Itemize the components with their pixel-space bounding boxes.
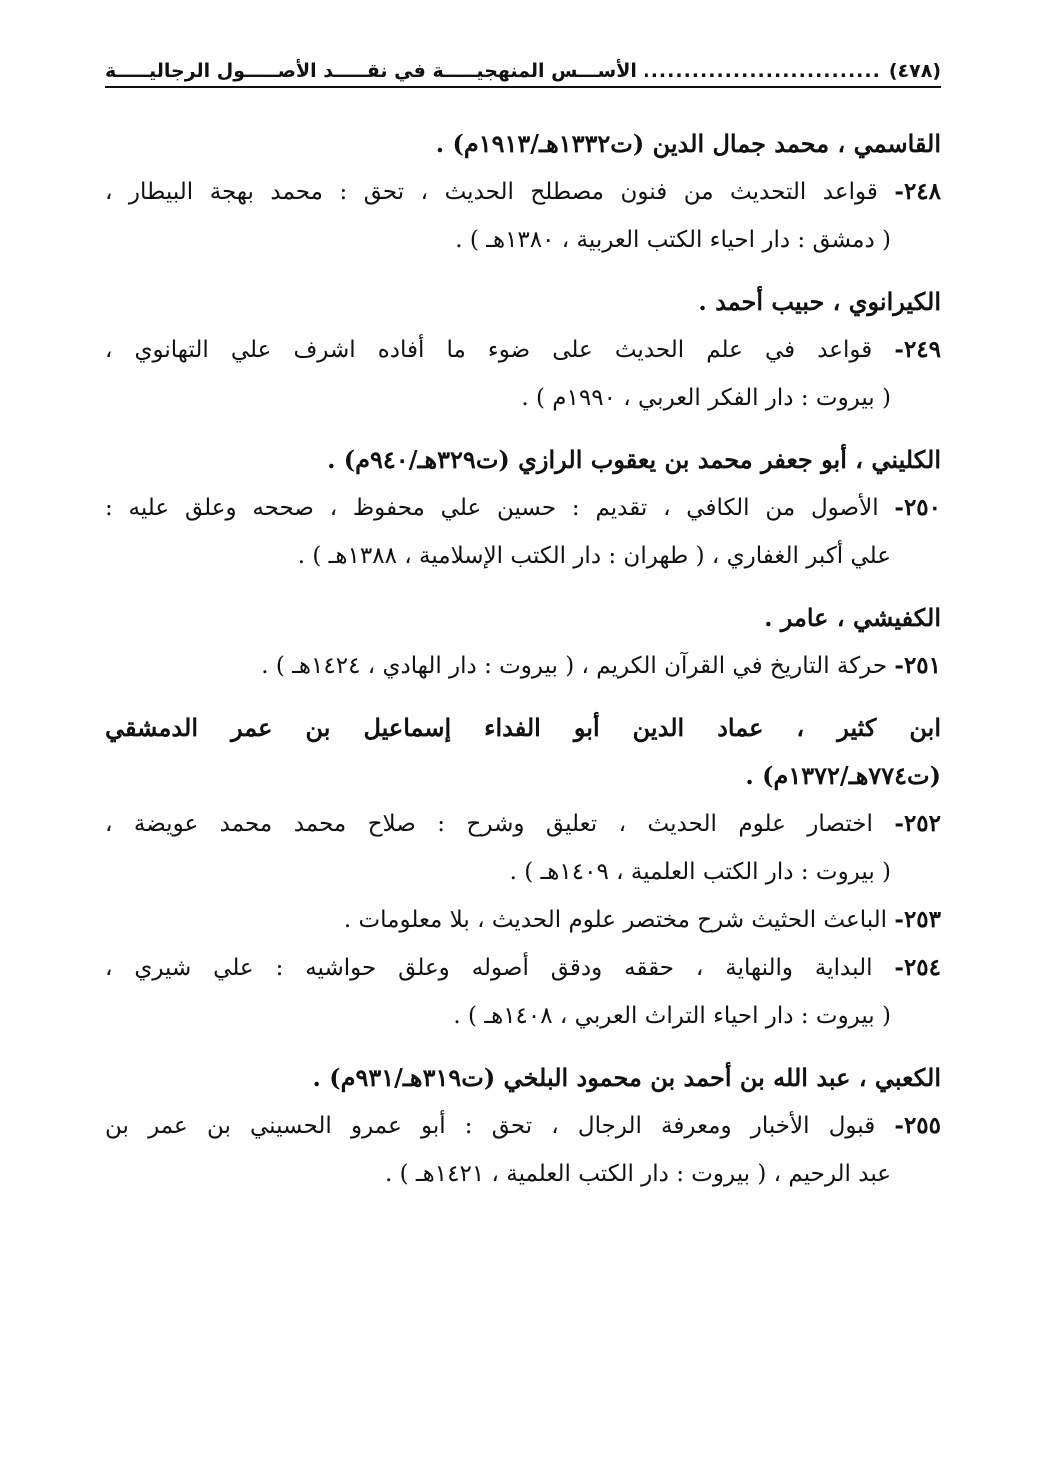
entry-text: قواعد في علم الحديث على ضوء ما أفاده اشرف علي التهانوي ، xyxy=(105,337,895,363)
entry-text: البداية والنهاية ، حققه ودقق أصوله وعلق حواشيه : علي شيري ، xyxy=(105,955,895,981)
bibliography-entry xyxy=(105,326,941,422)
entry-text-continued: ( بيروت : دار احياء التراث العربي ، ١٤٠٨هـ ) . xyxy=(453,1003,891,1029)
author-heading-continued: (ت٧٧٤هـ/١٣٧٢م) . xyxy=(745,761,941,790)
entry-text: اختصار علوم الحديث ، تعليق وشرح : صلاح محمد محمد عويضة ، xyxy=(105,811,895,837)
entry-number: ٢٥٤- xyxy=(894,954,941,981)
bibliography-entry xyxy=(105,168,941,264)
bibliography-entry xyxy=(105,800,941,896)
entry-number: ٢٤٩- xyxy=(894,336,941,363)
entry-text-continued: ( دمشق : دار احياء الكتب العربية ، ١٣٨٠هـ ) . xyxy=(455,227,891,253)
bibliography-entry xyxy=(105,642,941,690)
entry-number: ٢٥١- xyxy=(894,652,941,679)
running-title: الأســـس المنهجيـــــة في نقـــــد الأصـــــول الرجاليـــــة xyxy=(105,60,637,82)
entry-number: ٢٥٠- xyxy=(894,494,941,521)
entry-text-continued: علي أكبر الغفاري ، ( طهران : دار الكتب الإسلامية ، ١٣٨٨هـ ) . xyxy=(297,543,891,569)
entry-text: الأصول من الكافي ، تقديم : حسين علي محفوظ ، صححه وعلق عليه : xyxy=(105,495,895,521)
entry-number: ٢٤٨- xyxy=(894,178,941,205)
entry-text-continued: ( بيروت : دار الفكر العربي ، ١٩٩٠م ) . xyxy=(521,385,891,411)
author-heading: الكفيشي ، عامر . xyxy=(764,603,941,632)
entry-number: ٢٥٣- xyxy=(894,906,941,933)
entry-number: ٢٥٢- xyxy=(894,810,941,837)
bibliography-entry xyxy=(105,896,941,944)
bibliography-entry xyxy=(105,1102,941,1198)
author-heading: الكليني ، أبو جعفر محمد بن يعقوب الرازي (ت٣٢٩هـ/٩٤٠م) . xyxy=(327,445,941,474)
running-header xyxy=(105,46,941,88)
author-heading: الكيرانوي ، حبيب أحمد . xyxy=(698,287,941,316)
bibliography-entry xyxy=(105,484,941,580)
entry-text: الباعث الحثيث شرح مختصر علوم الحديث ، بلا معلومات . xyxy=(343,907,895,933)
bibliography-list xyxy=(105,120,941,1198)
header-leader-dots xyxy=(645,60,881,82)
page-number: (٤٧٨) xyxy=(888,60,941,82)
bibliography-entry xyxy=(105,944,941,1040)
entry-number: ٢٥٥- xyxy=(894,1112,941,1139)
author-heading: ابن كثير ، عماد الدين أبو الفداء إسماعيل بن عمر الدمشقي xyxy=(105,713,941,742)
entry-text-continued: عبد الرحيم ، ( بيروت : دار الكتب العلمية ، ١٤٢١هـ ) . xyxy=(384,1161,891,1187)
entry-text: حركة التاريخ في القرآن الكريم ، ( بيروت : دار الهادي ، ١٤٢٤هـ ) . xyxy=(261,653,895,679)
entry-text: قواعد التحديث من فنون مصطلح الحديث ، تحق : محمد بهجة البيطار ، xyxy=(105,179,895,205)
entry-text-continued: ( بيروت : دار الكتب العلمية ، ١٤٠٩هـ ) . xyxy=(509,859,891,885)
author-heading: الكعبي ، عبد الله بن أحمد بن محمود البلخي (ت٣١٩هـ/٩٣١م) . xyxy=(312,1063,941,1092)
author-heading: القاسمي ، محمد جمال الدين (ت١٣٣٢هـ/١٩١٣م) . xyxy=(435,129,941,158)
entry-text: قبول الأخبار ومعرفة الرجال ، تحق : أبو عمرو الحسيني بن عمر بن xyxy=(105,1113,895,1139)
